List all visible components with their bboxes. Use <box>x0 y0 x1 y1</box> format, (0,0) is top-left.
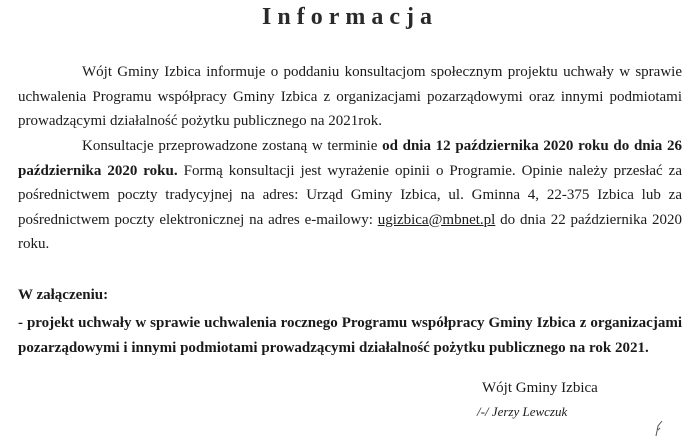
consultation-body: Formą konsultacji jest wyrażenie opinii o Programie. Opinie należy przesłać za pośrednictwem poczty tradycyjnej na adres: Urząd Gminy Izbica, ul. Gminna 4, 22-375 Izbica lub za pośrednictwem poczty elektronicznej na adres e-mailowy: <box>18 162 683 228</box>
consultation-dates: od dnia 12 października 2020 roku do dnia 26 października 2020 roku. <box>18 138 682 179</box>
email-link[interactable]: ugizbica@mbnet.pl <box>377 211 496 228</box>
attachment-text: - projekt uchwały w sprawie uchwalenia rocznego Programu współpracy Gminy Izbica z organizacjami pozarządowymi i innymi podmiotami prowadzącymi działalność pożytku publicznego na rok 2021. <box>18 315 682 356</box>
announcement-paragraph <box>18 60 682 134</box>
attachment-heading: W załączeniu: <box>18 287 109 303</box>
announcement-text: Wójt Gminy Izbica informuje o poddaniu konsultacjom społecznym projektu uchwały w sprawie uchwalenia Programu współpracy Gminy Izbica z organizacjami pozarządowymi oraz innymi podmiotami prowadzącymi działalność pożytku publicznego na 2021rok. <box>18 64 682 129</box>
consultation-intro: Konsultacje przeprowadzone zostaną w terminie <box>82 138 383 154</box>
signature-title: Wójt Gminy Izbica <box>482 380 598 396</box>
signature-name: /-/ Jerzy Lewczuk <box>477 404 568 419</box>
consultation-paragraph <box>18 134 682 257</box>
scan-artifact-mark <box>648 418 700 437</box>
consultation-ending: do dnia 22 października 2020 roku. <box>18 211 682 252</box>
document-title: Informacja <box>262 4 438 30</box>
